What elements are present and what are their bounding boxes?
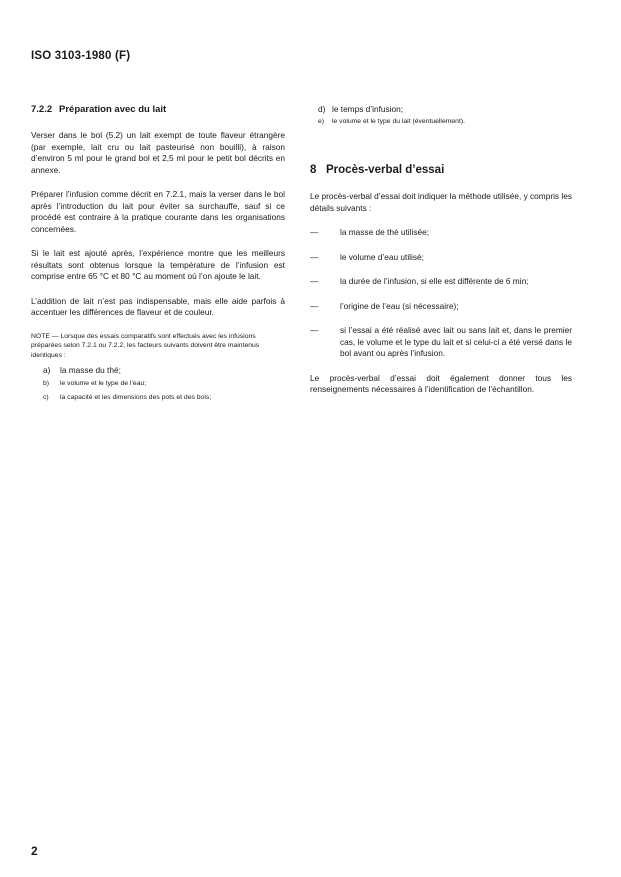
note-text: NOTE — Lorsque des essais comparatifs sont effectués avec les infusions préparées selon 7.2.1 ou 7.2.2, les facteurs suivants doivent être maintenus identiques : (31, 332, 260, 359)
note-item-text: le volume et le type du lait (éventuellement). (332, 118, 465, 125)
report-item-text: l’origine de l’eau (si nécessaire); (340, 300, 459, 311)
note-item-text: la capacité et les dimensions des pots et des bols; (60, 394, 212, 401)
note-item-label: a) (43, 365, 51, 375)
report-list-item (310, 227, 572, 239)
report-list-item (310, 325, 572, 360)
note-list-item (310, 104, 572, 114)
note-list-item (310, 117, 572, 127)
paragraph: Si le lait est ajouté après, l’expérience montre que les meilleurs résultats sont obtenus lorsque la température de l’infusion est comprise entre 65 °C et 80 °C au moment où l’on ajoute le lait. (31, 248, 285, 281)
document-header: ISO 3103-1980 (F) (31, 50, 131, 62)
note-item-label: e) (318, 118, 325, 125)
note-list-item (31, 365, 285, 375)
note-item-label: d) (318, 104, 326, 114)
report-list-item (310, 301, 572, 313)
note-item-text: le volume et le type de l’eau; (60, 380, 147, 387)
paragraph: Le procès-verbal d’essai doit indiquer la méthode utilisée, y compris les détails suivants : (310, 191, 572, 213)
report-item-text: le volume d’eau utilisé; (340, 251, 424, 262)
section-heading-7-2-2 (31, 104, 285, 115)
note-item-label: b) (43, 380, 50, 387)
report-item-text: si l’essai a été réalisé avec lait ou sans lait et, dans le premier cas, le volume et le type du lait et si celui-ci a été versé dans le bol avant ou après l’infusion. (340, 325, 572, 358)
section-number: 7.2.2 (31, 104, 53, 115)
section-number: 8 (310, 164, 317, 176)
left-column (31, 104, 285, 407)
note-item-text: le temps d’infusion; (332, 104, 404, 114)
paragraph: Le procès-verbal d’essai doit également donner tous les renseignements nécessaires à l’identification de l’échantillon. (310, 372, 572, 394)
report-item-text: la masse de thé utilisée; (340, 227, 430, 237)
note-item-label: c) (43, 394, 49, 401)
paragraph: Verser dans le bol (5.2) un lait exempt de toute flaveur étrangère (par exemple, lait cru ou lait pasteurisé non bouilli), à raison d’environ 5 ml pour le grand bol et 2,5 ml pour le petit bol décrits en annexe. (31, 130, 285, 175)
right-column (310, 104, 572, 409)
dash-bullet: — (310, 325, 319, 335)
section-heading-8 (310, 164, 572, 176)
note-list-item (31, 393, 285, 403)
note-item-text: la masse du thé; (60, 365, 121, 375)
dash-bullet: — (310, 251, 319, 262)
dash-bullet: — (310, 300, 319, 311)
page-number: 2 (31, 844, 38, 858)
dash-bullet: — (310, 227, 319, 237)
section-title: Procès-verbal d’essai (326, 164, 445, 176)
dash-bullet: — (310, 276, 319, 286)
note-list-item (31, 379, 285, 389)
paragraph: Préparer l’infusion comme décrit en 7.2.1, mais la verser dans le bol après l’introduction du lait pour éviter sa surchauffe, sauf si ce procédé est contraire à la pratique courante dans les organisations concernées. (31, 189, 285, 234)
report-list-item (310, 276, 572, 288)
section-title: Préparation avec du lait (59, 104, 167, 115)
report-list-item (310, 252, 572, 264)
paragraph: L’addition de lait n’est pas indispensable, mais elle aide parfois à accentuer les différences de flaveur et de couleur. (31, 295, 285, 317)
report-item-text: la durée de l’infusion, si elle est différente de 6 min; (340, 276, 529, 286)
